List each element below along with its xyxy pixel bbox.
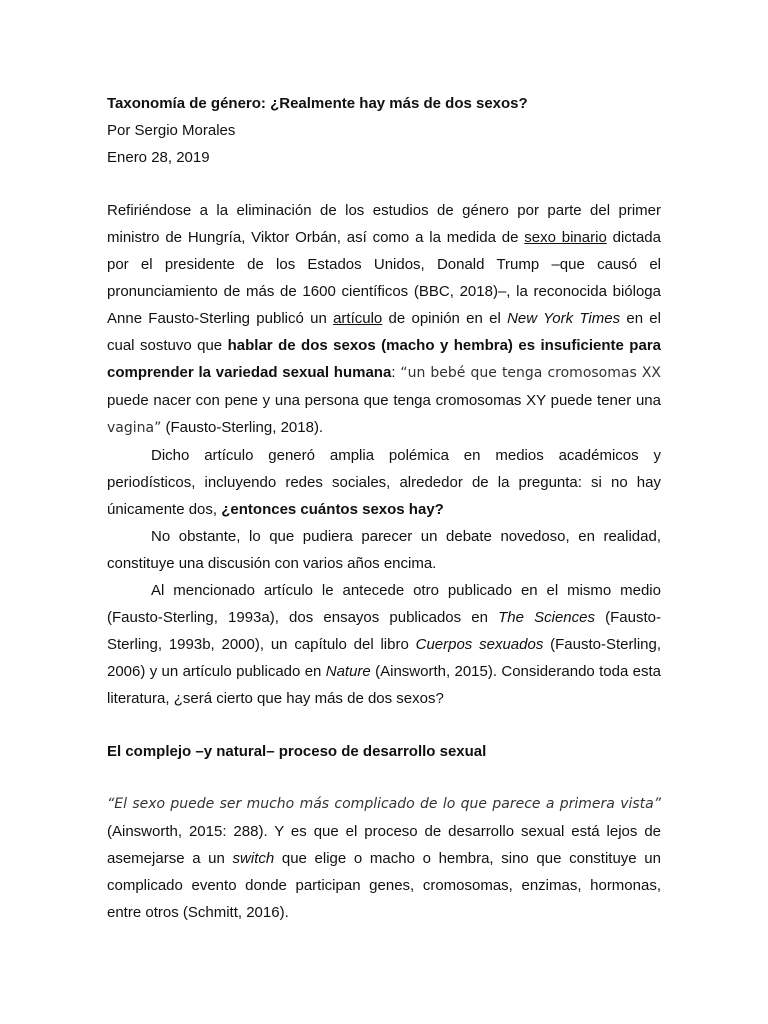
text-run: (Ainsworth, 2015: 288). Y es que el proceso de desarrollo sexual está lejos de asemejarse a un [107, 823, 661, 867]
text-run: Refiriéndose a la eliminación de los estudios de género por parte del primer ministro de Hungría, Viktor Orbán, así como a la medida de [107, 202, 661, 246]
paragraph-4 [107, 577, 661, 712]
paragraph-3 [107, 523, 661, 577]
text-run: (Fausto-Sterling, 1993b, 2000), un capítulo del libro [107, 609, 661, 653]
text-run: (Fausto-Sterling, 2006) y un artículo publicado en [107, 636, 661, 680]
nature-italic: Nature [325, 663, 371, 680]
the-sciences-italic: The Sciences [498, 609, 595, 626]
paragraph-5 [107, 790, 661, 926]
section-heading: El complejo –y natural– proceso de desarrollo sexual [107, 743, 487, 760]
sexo-binario-link[interactable]: sexo binario [524, 229, 607, 246]
paragraph-1 [107, 197, 661, 442]
text-run: dictada por el presidente de los Estados Unidos, Donald Trump –que causó el pronunciamiento de más de 1600 científicos (BBC, 2018)–, la reconocida bióloga Anne Fausto-Sterling publicó un [107, 229, 661, 327]
spacer [107, 765, 661, 790]
text-run: que elige o macho o hembra, sino que constituye un complicado evento donde participan genes, cromosomas, enzimas, hormonas, entre otros (Schmitt, 2016). [107, 850, 661, 921]
text-run: : [391, 364, 401, 381]
cuerpos-sexuados-italic: Cuerpos sexuados [415, 636, 544, 653]
article-date: Enero 28, 2019 [107, 149, 210, 166]
text-run: Dicho artículo generó amplia polémica en medios académicos y periodísticos, incluyendo redes sociales, alrededor de la pregunta: si no hay únicamente dos, [107, 447, 661, 518]
paragraph-2 [107, 442, 661, 523]
text-run: puede nacer con pene y una persona que tenga cromosomas XY puede tener una [107, 392, 661, 409]
text-run: No obstante, lo que pudiera parecer un debate novedoso, en realidad, constituye una discusión con varios años encima. [107, 528, 661, 572]
text-run: en el cual sostuvo que [107, 310, 661, 354]
spacer [107, 171, 661, 197]
text-run: (Fausto-Sterling, 2018). [161, 419, 324, 436]
bold-question: ¿entonces cuántos sexos hay? [221, 501, 444, 518]
text-run: de opinión en el [382, 310, 508, 327]
nyt-italic: New York Times [507, 310, 621, 327]
article-title: Taxonomía de género: ¿Realmente hay más de dos sexos? [107, 95, 528, 112]
switch-italic: switch [232, 850, 275, 867]
quote-part-b: vagina” [107, 420, 162, 436]
quote-part-a: “un bebé que tenga cromosomas XX [400, 365, 662, 381]
bold-claim: hablar de dos sexos (macho y hembra) es insuficiente para comprender la variedad sexual humana [107, 337, 661, 381]
text-run: (Ainsworth, 2015). Considerando toda esta literatura, ¿será cierto que hay más de dos sexos? [107, 663, 661, 707]
spacer [107, 712, 661, 738]
articulo-link[interactable]: artículo [333, 310, 383, 327]
article-author: Por Sergio Morales [107, 122, 236, 139]
text-run: Al mencionado artículo le antecede otro publicado en el mismo medio (Fausto-Sterling, 1993a), dos ensayos publicados en [107, 582, 661, 626]
italic-quote: “El sexo puede ser mucho más complicado de lo que parece a primera vista” [107, 796, 661, 812]
